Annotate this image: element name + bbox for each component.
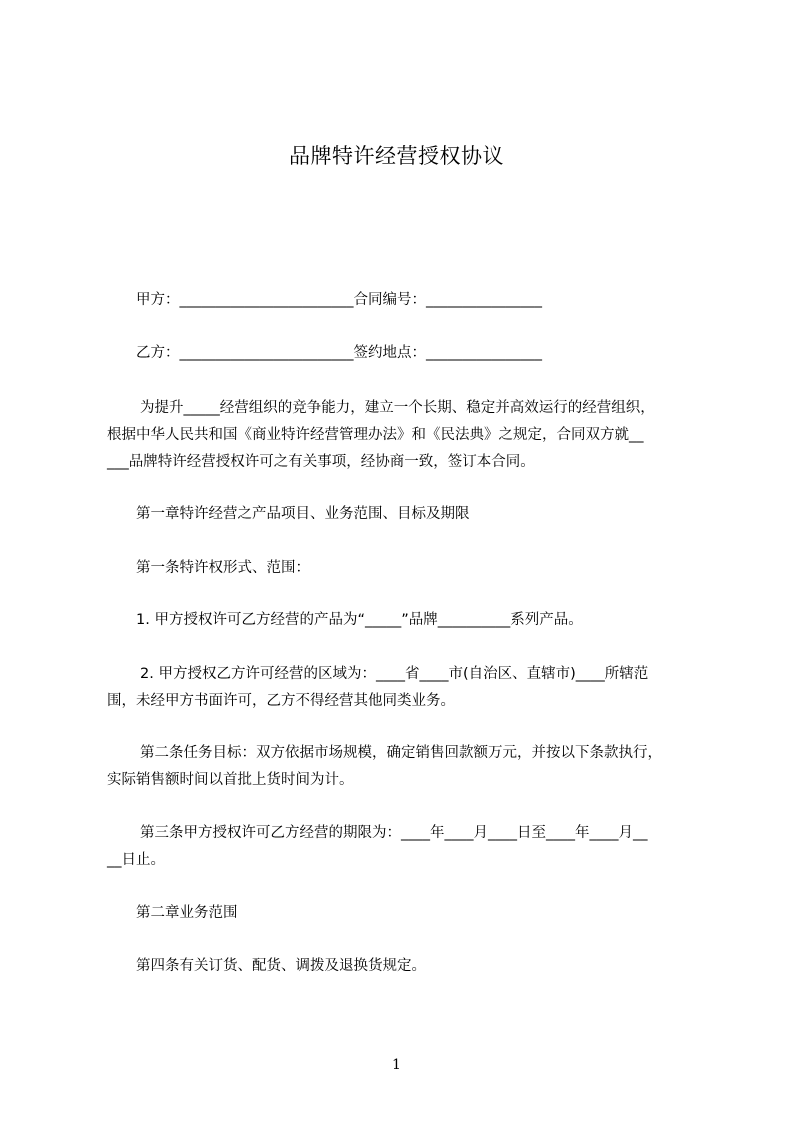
chapter-1-heading: 第一章特许经营之产品项目、业务范围、目标及期限 xyxy=(136,506,470,522)
clause-2-line-1: 2. 甲方授权乙方许可经营的区域为：____省____市(自治区、直辖市)____所辖范 xyxy=(140,666,649,682)
preamble-line-1: 为提升_____经营组织的竞争能力，建立一个长期、稳定并高效运行的经营组织， xyxy=(140,400,655,416)
party-a-line: 甲方：________________________合同编号：________________ xyxy=(136,292,542,308)
chapter-2-heading: 第二章业务范围 xyxy=(136,905,238,921)
clause-1: 1. 甲方授权许可乙方经营的产品为“_____”品牌__________系列产品。 xyxy=(136,612,583,628)
preamble-line-3: ___品牌特许经营授权许可之有关事项，经协商一致，签订本合同。 xyxy=(107,454,535,470)
article-2-line-2: 实际销售额时间以首批上货时间为计。 xyxy=(107,772,354,788)
party-b-line: 乙方：________________________签约地点：________________ xyxy=(136,345,542,361)
page-number: 1 xyxy=(392,1057,401,1073)
article-2-line-1: 第二条任务目标：双方依据市场规模，确定销售回款额万元，并按以下条款执行， xyxy=(140,745,662,761)
clause-2-line-2: 围，未经甲方书面许可，乙方不得经营其他同类业务。 xyxy=(107,693,455,709)
article-4-heading: 第四条有关订货、配货、调拨及退换货规定。 xyxy=(136,958,426,974)
article-3-line-2: __日止。 xyxy=(107,852,165,868)
preamble-line-2: 根据中华人民共和国《商业特许经营管理办法》和《民法典》之规定，合同双方就__ xyxy=(107,427,644,443)
article-1-heading: 第一条特许权形式、范围： xyxy=(136,560,310,576)
document-title: 品牌特许经营授权协议 xyxy=(289,144,504,168)
article-3-line-1: 第三条甲方授权许可乙方经营的期限为：____年____月____日至____年____月__ xyxy=(140,825,648,841)
